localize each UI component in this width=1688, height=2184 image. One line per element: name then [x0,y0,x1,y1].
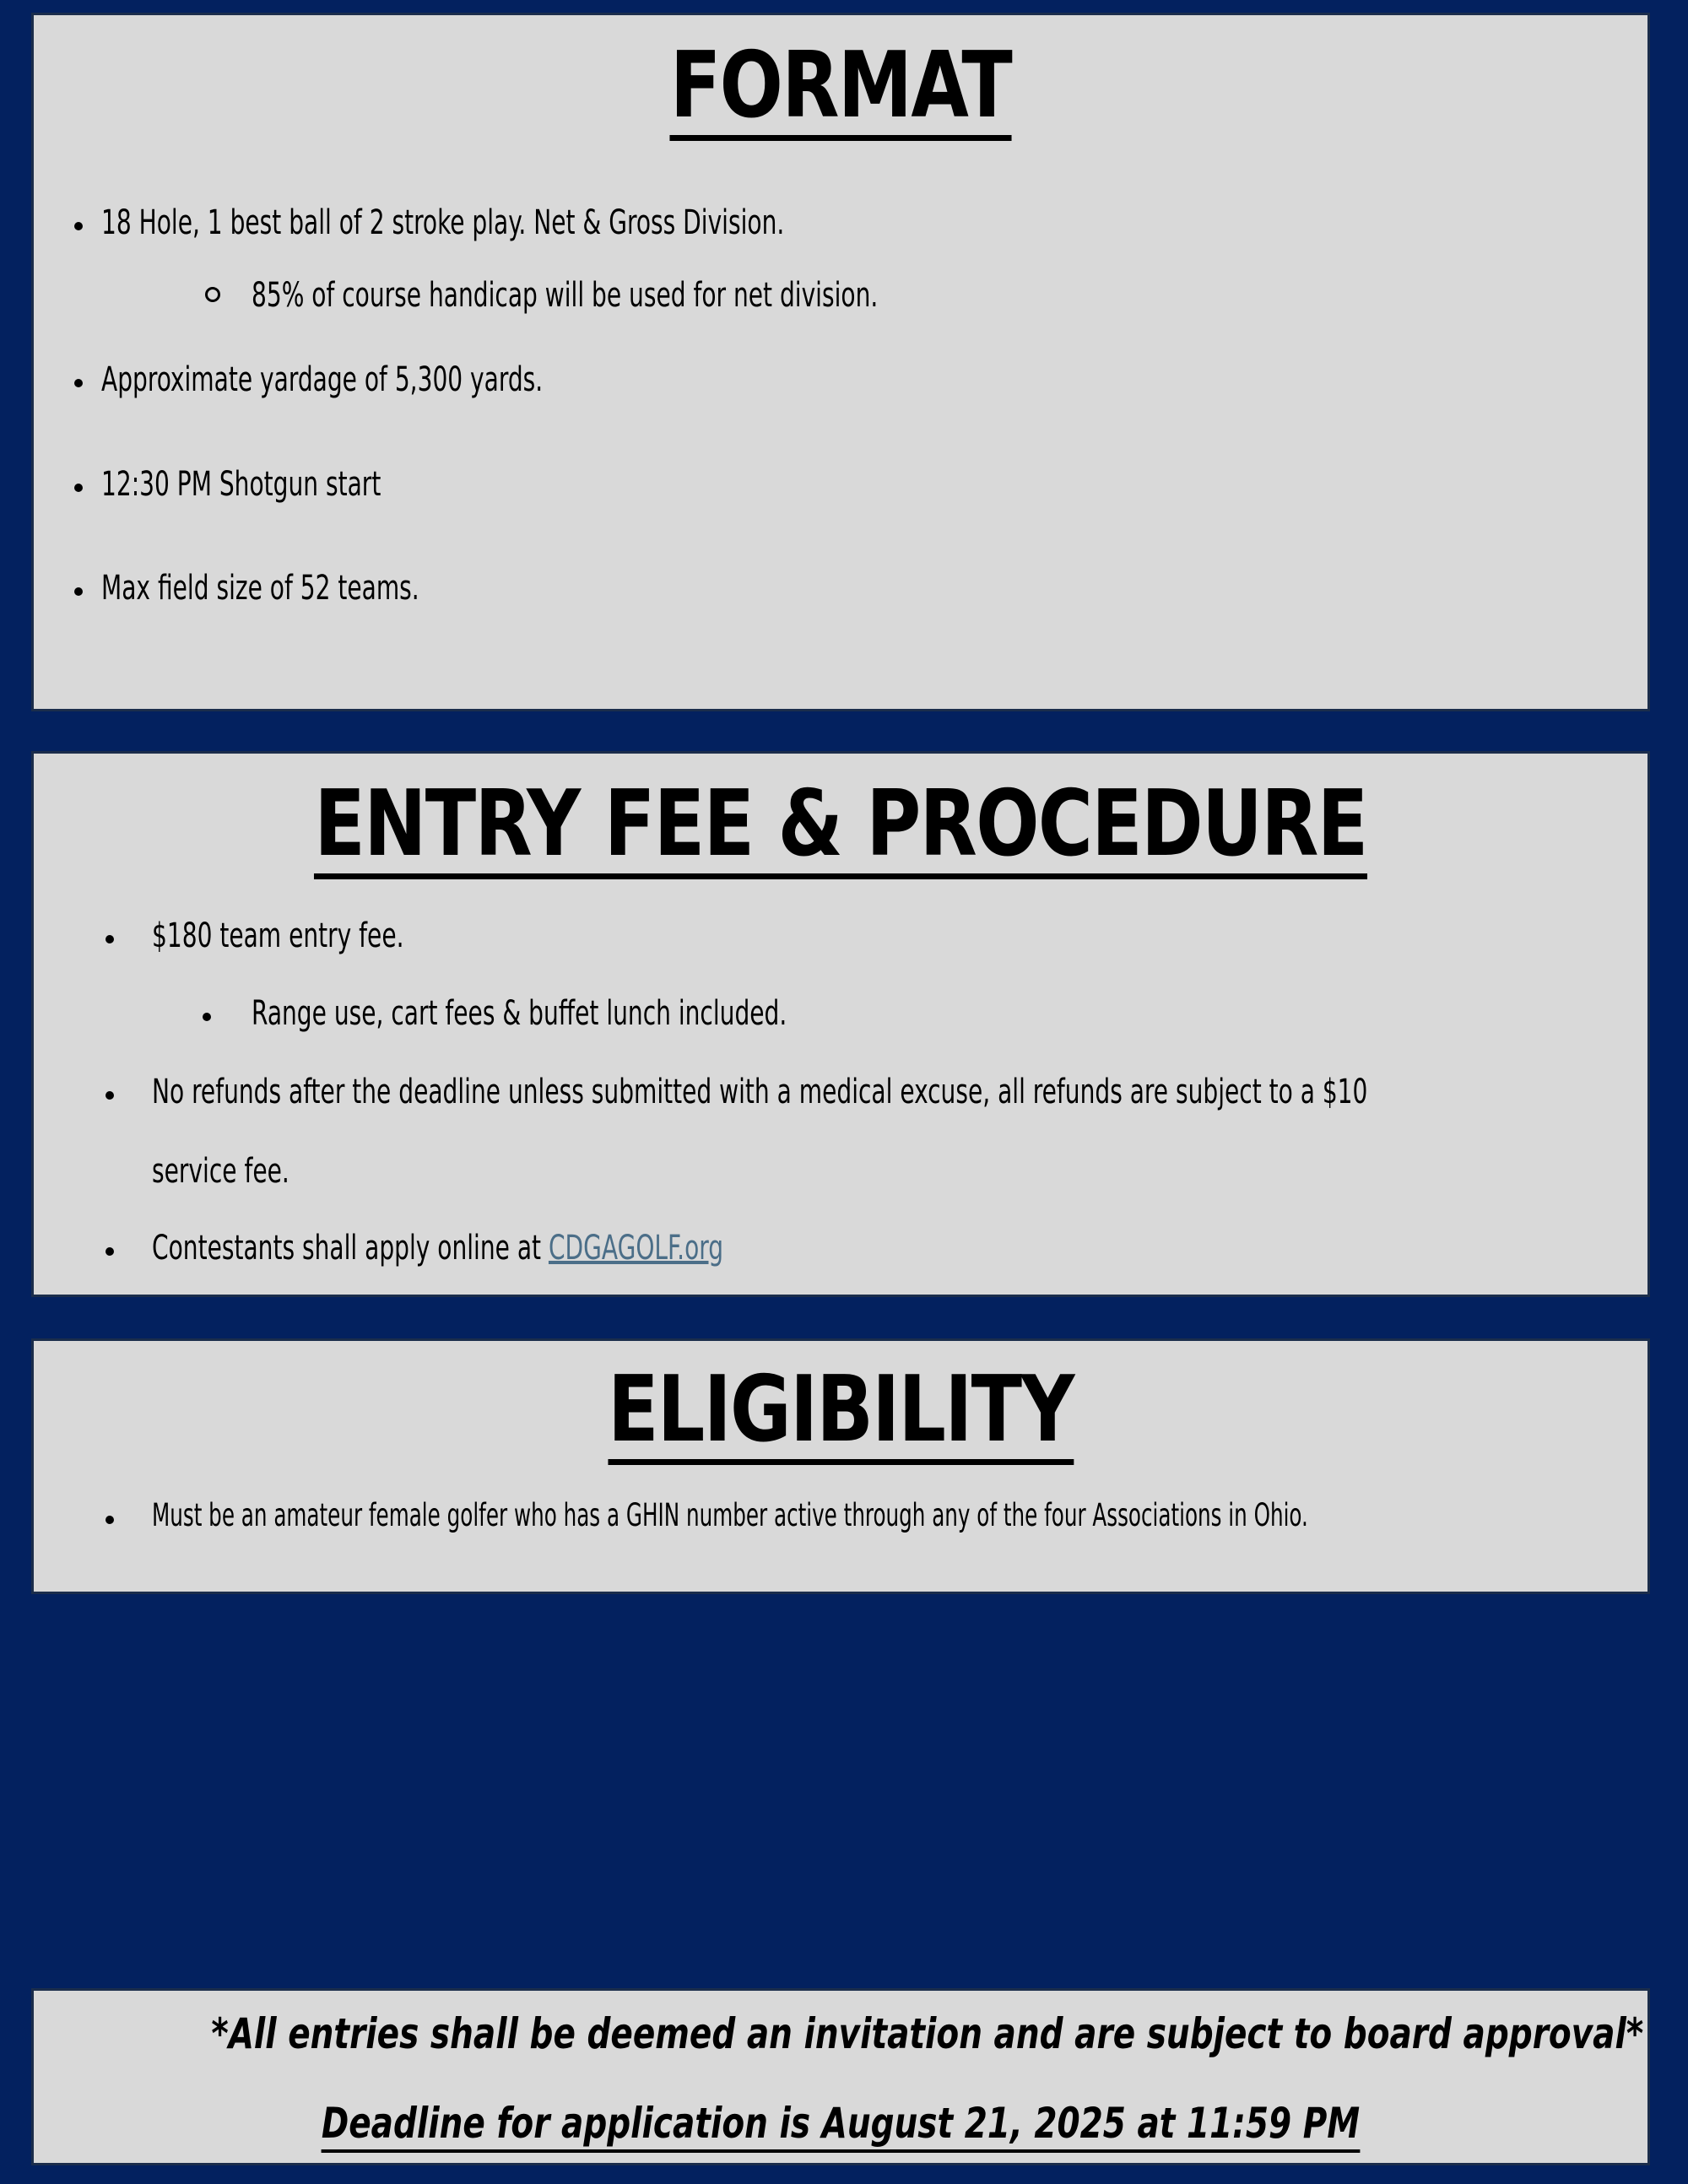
bullet-icon [74,587,83,596]
format-item-start: 12:30 PM Shotgun start [101,465,381,504]
entry-fee-title: ENTRY FEE & PROCEDURE [179,779,1502,879]
entry-item-included: Range use, cart fees & buffet lunch included. [252,994,787,1033]
entry-fee-panel [31,751,1650,1297]
format-panel [31,13,1650,711]
deadline-text: Deadline for application is August 21, 2025 at 11:59 PM [322,2099,1360,2153]
format-item-handicap: 85% of course handicap will be used for net division. [252,276,879,315]
entry-item-fee: $180 team entry fee. [152,916,404,955]
bullet-icon [106,1247,114,1256]
format-item-holes: 18 Hole, 1 best ball of 2 stroke play. Net & Gross Division. [101,203,785,242]
bullet-icon [106,1091,114,1100]
eligibility-title: ELIGIBILITY [179,1365,1502,1465]
bullet-icon [74,484,83,492]
entry-item-apply-text: Contestants shall apply online at [152,1229,549,1268]
bullet-icon [203,1013,211,1021]
format-item-field-size: Max field size of 52 teams. [101,569,419,608]
eligibility-item: Must be an amateur female golfer who has a GHIN number active through any of the four Associations in Ohio. [152,1497,1308,1533]
deadline-line [211,2099,1469,2148]
entry-item-refunds: No refunds after the deadline unless submitted with a medical excuse, all refunds are subject to a $10 [152,1073,1368,1111]
footer-panel [31,1988,1650,2165]
format-item-yardage: Approximate yardage of 5,300 yards. [101,360,544,399]
format-title: FORMAT [179,41,1502,141]
bullet-icon [74,379,83,387]
entry-item-apply [152,1228,723,1268]
eligibility-panel [31,1338,1650,1594]
circle-bullet-icon [205,287,220,302]
entry-item-refunds-cont: service fee. [152,1152,289,1191]
bullet-icon [106,1516,114,1524]
bullet-icon [106,935,114,943]
bullet-icon [74,222,83,230]
invitation-notice: *All entries shall be deemed an invitation and are subject to board approval* [211,2009,1644,2058]
cdgagolf-link[interactable]: CDGAGOLF.org [548,1229,724,1268]
